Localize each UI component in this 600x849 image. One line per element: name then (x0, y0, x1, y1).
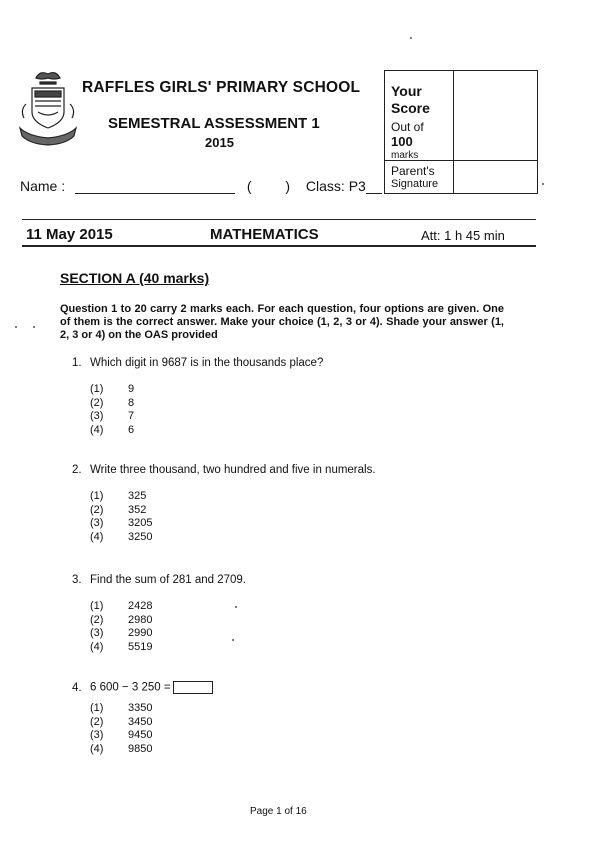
assessment-year: 2015 (205, 135, 234, 150)
score-box-total: 100 (391, 134, 413, 149)
scan-speck (232, 639, 234, 641)
scan-speck (33, 326, 35, 328)
assessment-title: SEMESTRAL ASSESSMENT 1 (108, 115, 320, 132)
option-item: (3) 3205 (90, 517, 153, 529)
option-item: (1) 325 (90, 490, 147, 502)
school-name: RAFFLES GIRLS' PRIMARY SCHOOL (82, 79, 361, 96)
score-box-score: Score (391, 100, 430, 116)
option-item: (2) 352 (90, 503, 147, 516)
scan-speck (15, 326, 17, 328)
option-item: (2) 8 (90, 396, 135, 409)
scan-speck (542, 183, 544, 185)
score-box (384, 70, 538, 194)
question-text: Which digit in 9687 is in the thousands place? (90, 357, 324, 369)
option-item: (2) 2980 (90, 613, 153, 626)
option-item: (4) 3250 (90, 530, 153, 543)
section-title: SECTION A (40 marks) (60, 270, 210, 286)
name-class-row (20, 178, 382, 194)
question-4-options (90, 702, 152, 756)
exam-subject: MATHEMATICS (210, 226, 319, 243)
score-box-signature: Signature (391, 178, 439, 190)
score-box-marks: marks (391, 150, 419, 161)
answer-box (173, 681, 213, 694)
option-item: (4) 6 (90, 423, 135, 436)
school-crest-logo (18, 68, 78, 150)
option-item: (3) 9450 (90, 729, 153, 741)
question-3 (72, 574, 246, 586)
section-instructions: Question 1 to 20 carry 2 marks each. For each question, four options are given. One of them is the correct answer. Make your choice (1, 2, 3 or 4). Shade your answer (1, 2, 3 or 4) on the OAS provided (60, 303, 504, 341)
question-text: 6 600 − 3 250 = (90, 681, 171, 694)
question-1 (72, 357, 323, 369)
question-number: 1. (72, 357, 82, 369)
scan-speck (235, 606, 237, 608)
class-field[interactable] (366, 179, 382, 194)
index-paren-open: ( (246, 178, 252, 194)
question-1-options (90, 383, 134, 437)
question-4 (72, 681, 213, 694)
header-rule-top (22, 219, 536, 220)
question-text: Write three thousand, two hundred and five in numerals. (90, 464, 376, 476)
score-box-your: Your (391, 83, 422, 99)
question-text: Find the sum of 281 and 2709. (90, 574, 246, 586)
exam-date: 11 May 2015 (26, 226, 113, 243)
header-rule-bottom (22, 245, 536, 247)
question-2-options (90, 490, 152, 544)
page-number: Page 1 of 16 (250, 806, 307, 817)
exam-time: Att: 1 h 45 min (421, 228, 505, 243)
question-number: 4. (72, 681, 82, 694)
option-item: (1) 3350 (90, 702, 153, 714)
score-box-parents: Parent's (391, 164, 435, 178)
name-field[interactable] (75, 179, 235, 194)
class-label: Class: P3 (305, 178, 366, 194)
name-label: Name : (20, 178, 66, 194)
index-paren-close: ) (285, 178, 291, 194)
scan-speck (410, 37, 412, 39)
question-number: 3. (72, 574, 82, 586)
question-3-options (90, 600, 152, 654)
option-item: (4) 5519 (90, 640, 153, 653)
score-box-out-of: Out of (391, 120, 424, 134)
option-item: (2) 3450 (90, 715, 153, 728)
question-number: 2. (72, 464, 82, 476)
option-item: (4) 9850 (90, 742, 153, 755)
option-item: (3) 7 (90, 410, 135, 422)
question-2 (72, 464, 376, 476)
option-item: (1) 9 (90, 383, 135, 395)
option-item: (1) 2428 (90, 600, 153, 612)
option-item: (3) 2990 (90, 627, 153, 639)
